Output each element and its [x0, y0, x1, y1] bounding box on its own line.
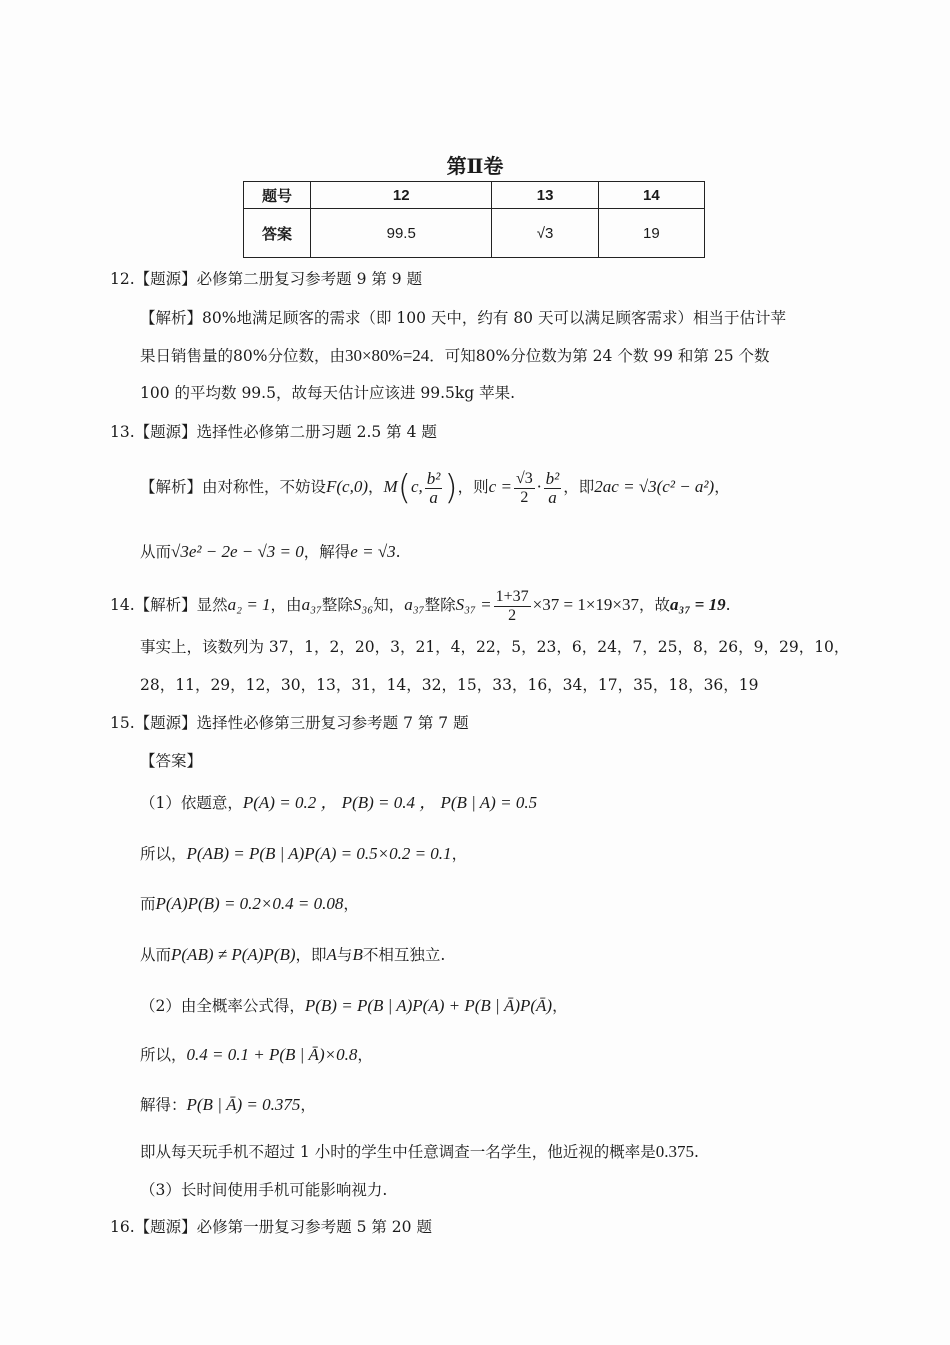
q15-text: 从而 — [140, 946, 172, 964]
q15-text: （2）由全概率公式得， — [140, 997, 305, 1015]
q13-formula-rel: 2ac = √3(c² − a²) — [594, 477, 715, 496]
q15-line-6 — [140, 1044, 373, 1066]
q14-formula: S₃₇ = — [455, 595, 492, 614]
q14-text: 整除 — [424, 596, 456, 614]
q14-formula: a₃₇ — [404, 595, 425, 614]
q13-formula-c: c, — [410, 477, 423, 496]
q15-line-4 — [140, 944, 445, 966]
q15-formula: P(A)P(B) = 0.2×0.4 = 0.08 — [155, 894, 344, 913]
q13-text: 【解析】由对称性，不妨设 — [140, 478, 327, 496]
q14-formula: a₂ = 1 — [227, 595, 271, 614]
q15-answer-label: 【答案】 — [140, 752, 203, 770]
q15-line-7 — [140, 1094, 316, 1116]
q14-formula: S₃₆ — [352, 595, 374, 614]
q12-line-2 — [140, 345, 769, 367]
q13-formula-m: M — [383, 477, 398, 496]
q15-event-b: B — [352, 945, 363, 964]
q15-line-3 — [140, 893, 359, 915]
answer-12: 99.5 — [311, 209, 492, 258]
q13-text: ，即 — [563, 478, 595, 496]
q15-line-8 — [140, 1141, 699, 1163]
q13-text: ，则 — [457, 478, 489, 496]
q15-event-a: A — [326, 945, 337, 964]
q14-text: 知， — [373, 596, 405, 614]
q15-part3: （3）长时间使用手机可能影响视力. — [140, 1181, 388, 1199]
q15-text: 即从每天玩手机不超过 1 小时的学生中任意调查一名学生，他近视的概率是 — [140, 1143, 656, 1161]
q14-formula: ×37 = 1×19×37 — [532, 595, 640, 614]
q13-fraction — [544, 470, 562, 507]
answer-14: 19 — [598, 209, 704, 258]
q16-heading: 16.【题源】必修第一册复习参考题 5 第 20 题 — [110, 1218, 432, 1236]
question-number-14: 14 — [598, 182, 704, 209]
q15-text: ， — [300, 1096, 316, 1114]
q14-fraction — [494, 588, 531, 625]
q13-formula-ceq: c = — [488, 477, 512, 496]
fraction-denominator: a — [548, 487, 557, 507]
q13-text: . — [395, 543, 401, 561]
q13-formula-f: F(c,0) — [326, 477, 369, 496]
q15-formula: P(B | Ā) = 0.375 — [186, 1095, 301, 1114]
section-title: 第Ⅱ卷 — [446, 154, 504, 178]
q15-text: ， — [343, 895, 359, 913]
q15-text: ， — [357, 1046, 373, 1064]
q12-text: ．可知80%分位数为第 24 个数 99 和第 25 个数 — [429, 347, 770, 365]
q13-formula-result: e = √3 — [350, 542, 396, 561]
q14-text: 整除 — [321, 596, 353, 614]
q14-line-1 — [110, 583, 731, 627]
q13-line-1: 【解析】由对称性，不妨设F(c,0)，M(c, $\frac{\text{b²}}{a}$ )，则c = $\frac{√3}{2}$ · $\frac{\text{b²}}{a}$ ，即2ac = √3(c² − a²)， — [140, 468, 730, 508]
fraction-numerator: b² — [545, 468, 560, 488]
q15-text: . — [693, 1143, 699, 1161]
q15-formula: P(AB) ≠ P(A)P(B) — [171, 945, 296, 964]
q12-heading: 12.【题源】必修第二册复习参考题 9 第 9 题 — [110, 270, 423, 288]
fraction-denominator: 2 — [508, 606, 517, 624]
q15-part1 — [140, 792, 537, 814]
q14-text: ，故 — [639, 596, 671, 614]
q15-text: 与 — [336, 946, 353, 964]
q15-text: 所以， — [140, 845, 187, 863]
q12-text: 果日销售量的80%分位数，由 — [140, 347, 345, 365]
q14-text: 14.【解析】显然 — [110, 596, 228, 614]
q15-text: 解得： — [140, 1096, 187, 1114]
answer-13: √3 — [492, 209, 598, 258]
q14-text: ，由 — [270, 596, 302, 614]
q15-heading: 15.【题源】选择性必修第三册复习参考题 7 第 7 题 — [110, 714, 469, 732]
row-label-answer: 答案 — [244, 209, 311, 258]
q14-text: . — [725, 596, 731, 614]
q15-text: ， — [451, 845, 468, 863]
q12-formula: 30×80%=24 — [344, 346, 430, 365]
q13-heading: 13.【题源】选择性必修第二册习题 2.5 第 4 题 — [110, 423, 437, 441]
fraction-denominator: 2 — [520, 488, 529, 506]
q13-formula-eq: √3e² − 2e − √3 = 0 — [171, 542, 304, 561]
q15-line-2 — [140, 843, 467, 865]
q13-dot: · — [536, 478, 542, 496]
q13-fraction — [425, 470, 443, 507]
fraction-numerator: b² — [426, 468, 441, 488]
q15-formula: P(A) = 0.2 ， P(B) = 0.4 ， P(B | A) = 0.5 — [242, 793, 538, 812]
q13-text: 从而 — [140, 543, 172, 561]
q13-fraction — [514, 470, 535, 507]
table-row — [244, 182, 705, 209]
question-number-12: 12 — [311, 182, 492, 209]
q15-text: 不相互独立. — [362, 946, 446, 964]
q15-formula: 0.375 — [655, 1142, 694, 1161]
answer-table — [243, 181, 705, 258]
q15-formula: P(AB) = P(B | A)P(A) = 0.5×0.2 = 0.1 — [186, 844, 452, 863]
q15-text: 而 — [140, 895, 156, 913]
q15-text: ，即 — [295, 946, 327, 964]
question-number-13: 13 — [492, 182, 598, 209]
fraction-denominator: a — [429, 487, 438, 507]
q14-line-3: 28，11，29，12，30，13，31，14，32，15，33，16，34，17，35，18，36，19 — [140, 676, 759, 694]
table-row — [244, 209, 705, 258]
fraction-numerator: √3 — [515, 469, 533, 487]
q12-line-1: 【解析】80%地满足顾客的需求（即 100 天中，约有 80 天可以满足顾客需求）相当于估计苹 — [140, 309, 786, 327]
q15-text: 所以， — [140, 1046, 187, 1064]
row-label-number: 题号 — [244, 182, 311, 209]
q14-line-2: 事实上，该数列为 37，1，2，20，3，21，4，22，5，23，6，24，7，25，8，26，9，29，10， — [140, 638, 850, 656]
q15-text: ， — [552, 997, 568, 1015]
q12-line-3: 100 的平均数 99.5，故每天估计应该进 99.5kg 苹果. — [140, 384, 516, 402]
q13-line-2 — [140, 541, 401, 563]
q15-text: （1）依题意， — [140, 794, 243, 812]
fraction-numerator: 1+37 — [495, 587, 529, 605]
q15-formula: 0.4 = 0.1 + P(B | Ā)×0.8 — [186, 1045, 358, 1064]
q13-text: ，解得 — [303, 543, 351, 561]
q14-formula: a₃₇ — [301, 595, 322, 614]
q15-part2 — [140, 995, 568, 1017]
q14-result: a₃₇ = 19 — [670, 595, 726, 614]
q15-formula: P(B) = P(B | A)P(A) + P(B | Ā)P(Ā) — [304, 996, 553, 1015]
